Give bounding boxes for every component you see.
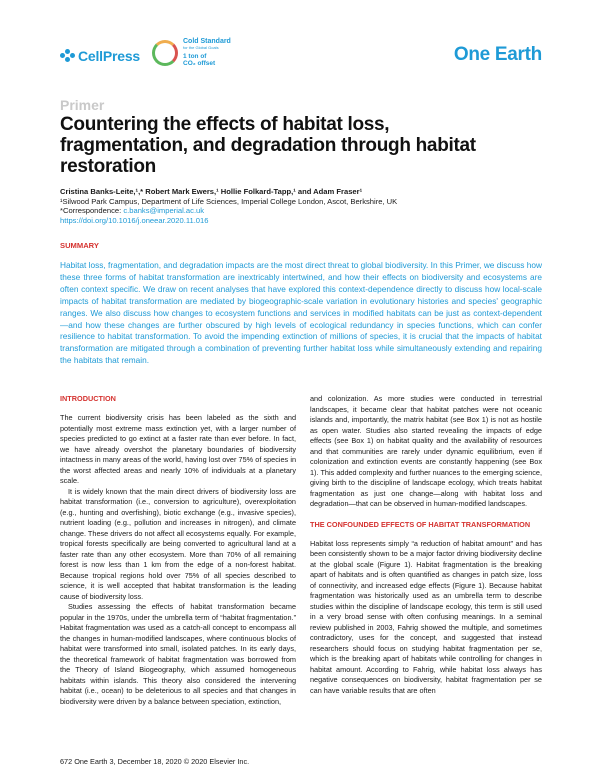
publisher-name: CellPress	[78, 48, 141, 64]
intro-paragraph-2: It is widely known that the main direct drivers of biodiversity loss are habitat transformation (i.e., conversion to agriculture), overexploitation (e.g., hunting and overfishing), biotic exchange (e.g., invasive species), nutrient loading (e.g., pollution and increases in nitrogen), and climate change. These drivers do not affect all ecosystems equally. For example, tropical forests specifically are being converted to agricultural land at a faster rate than any other ecosystem. More than 70% of all remaining forest is now less than 1 km from the edge of a non-forest habitat. Because tropical regions hold over 75% of all species described to science, it is well accepted that habitat transformation is the leading cause of biodiversity loss.	[60, 486, 296, 601]
correspondence-label: *Correspondence:	[60, 206, 122, 216]
summary-heading: SUMMARY	[60, 241, 99, 250]
correspondence	[60, 206, 540, 216]
intro-paragraph-1: The current biodiversity crisis has been labeled as the sixth and potentially most extreme mass extinction yet, with a larger number of species predicted to go extinct at a faster rate than ever before. In fact, we have already overshot the planetary boundaries of biodiversity intactness in many areas of the world, having lost over 75% of species in the worst affected areas and nearly 10% of individuals at a planetary scale.	[60, 413, 296, 485]
introduction-heading: INTRODUCTION	[60, 394, 116, 403]
doi-link[interactable]: https://doi.org/10.1016/j.oneear.2020.11.016	[60, 215, 209, 225]
page-header	[60, 38, 542, 78]
affiliation: ¹Silwood Park Campus, Department of Life Sciences, Imperial College London, Ascot, Berkshire, UK	[60, 196, 398, 206]
intro-paragraph-3: Studies assessing the effects of habitat transformation became popular in the 1970s, under the umbrella term of “habitat fragmentation.” Habitat fragmentation was used as a catch-all concept to encompass all the changes in human-modified landscapes, where continuous blocks of habitat were transformed into small, isolated patches. In its early days, the theoretical framework of habitat fragmentation was borrowed from the Theory of Island Biogeography, which assumed homogeneous habitats within islands. This theory also considered the intervening habitat (i.e., ocean) to be deleterious to all species and that changes in biodiversity were driven by a balance between speciation, extinction,	[60, 602, 296, 706]
cellpress-logo-icon	[60, 49, 74, 63]
author-list: Cristina Banks-Leite,¹,* Robert Mark Ewers,¹ Hollie Folkard-Tapp,¹ and Adam Fraser¹	[60, 187, 363, 196]
confounded-effects-heading: THE CONFOUNDED EFFECTS OF HABITAT TRANSFORMATION	[310, 519, 531, 529]
cold-standard-ring-icon	[152, 40, 178, 66]
cellpress-logo[interactable]	[60, 48, 140, 64]
intro-paragraph-4: and colonization. As more studies were conducted in terrestrial landscapes, it became clear that habitat patches were not oceanic islands and, importantly, the matrix habitat (see Box 1) is not as hostile as open water. Studies also started revealing the impacts of edge effects (see Box 1) on habitat quality and the availability of resources and that communities are rarely under dynamic equilibrium, even if colonization and extinction events are constantly happening (see Box 1). This added complexity and further nuances to the emerging science, giving birth to the discipline of landscape ecology, which treats habitat fragmentation as just one change—along with habitat loss and degradation—that can be observed in human-modified landscapes.	[310, 394, 542, 508]
cold-standard-badge	[152, 38, 231, 68]
correspondence-email-link[interactable]: c.banks@imperial.ac.uk	[123, 206, 205, 216]
article-type: Primer	[60, 97, 105, 113]
article-title: Countering the effects of habitat loss, fragmentation, and degradation through habitat restoration	[60, 114, 476, 177]
confounded-paragraph-1: Habitat loss represents simply “a reduction of habitat amount” and has been consistently shown to be a major factor driving biodiversity decline at the global scale (Figure 1). Habitat fragmentation is the breaking apart of habitats and is often quantified as changes in patch size, loss of connectivity, and increased edge effects (Figure 1). Because habitat fragmentation was historically used as an umbrella term to describe studies within the discipline of landscape ecology, this term is still used in a very broad sense with often confusing meanings. In a seminal review published in 2003, Fahrig showed the multiple, and sometimes contradictory, uses for the concept, and suggested that instead researchers should focus on studying habitat fragmentation per se, which is the breaking apart of habitats while controlling for changes in habitat amount. According to Fahrig, while habitat loss always has negative consequences on biodiversity, habitat fragmentation per se can have variable results that are often	[310, 538, 542, 695]
right-column	[310, 394, 542, 696]
cold-standard-title: Cold Standard	[183, 38, 231, 45]
author-block	[60, 187, 540, 225]
journal-name[interactable]: One Earth	[453, 44, 542, 65]
page-footer: 672 One Earth 3, December 18, 2020 © 2020 Elsevier Inc.	[60, 757, 250, 766]
summary-text: Habitat loss, fragmentation, and degradation impacts are the most direct threat to global biodiversity. In this Primer, we discuss how these three forms of habitat transformation are inextricably intertwined, and how their effects on biodiversity and ecosystems are often context specific. We draw on recent analyses that have explored this context-dependence directly to discuss how local-scale impacts of habitat transformation are mediated by biogeographic-scale variation in evolutionary histories and species' geographic ranges. We also discuss how changes to ecosystem functions and services in modified habitats can be just as context-dependent—and how these changes are further obscured by high levels of ecological redundancy in species functions, which can confer resilience to habitat transformation. To avoid the impending extinction of millions of species, it is crucial that the impacts of habitat transformation are mitigated through a combination of preventing further habitat loss while simultaneously extending and repairing the habitats that remain.	[60, 260, 542, 366]
cold-standard-sub: for the Global Goals	[183, 45, 219, 50]
offset-line1: 1 ton of	[183, 53, 207, 60]
left-column	[60, 394, 296, 707]
offset-line2: CO₂ offset	[183, 60, 216, 68]
